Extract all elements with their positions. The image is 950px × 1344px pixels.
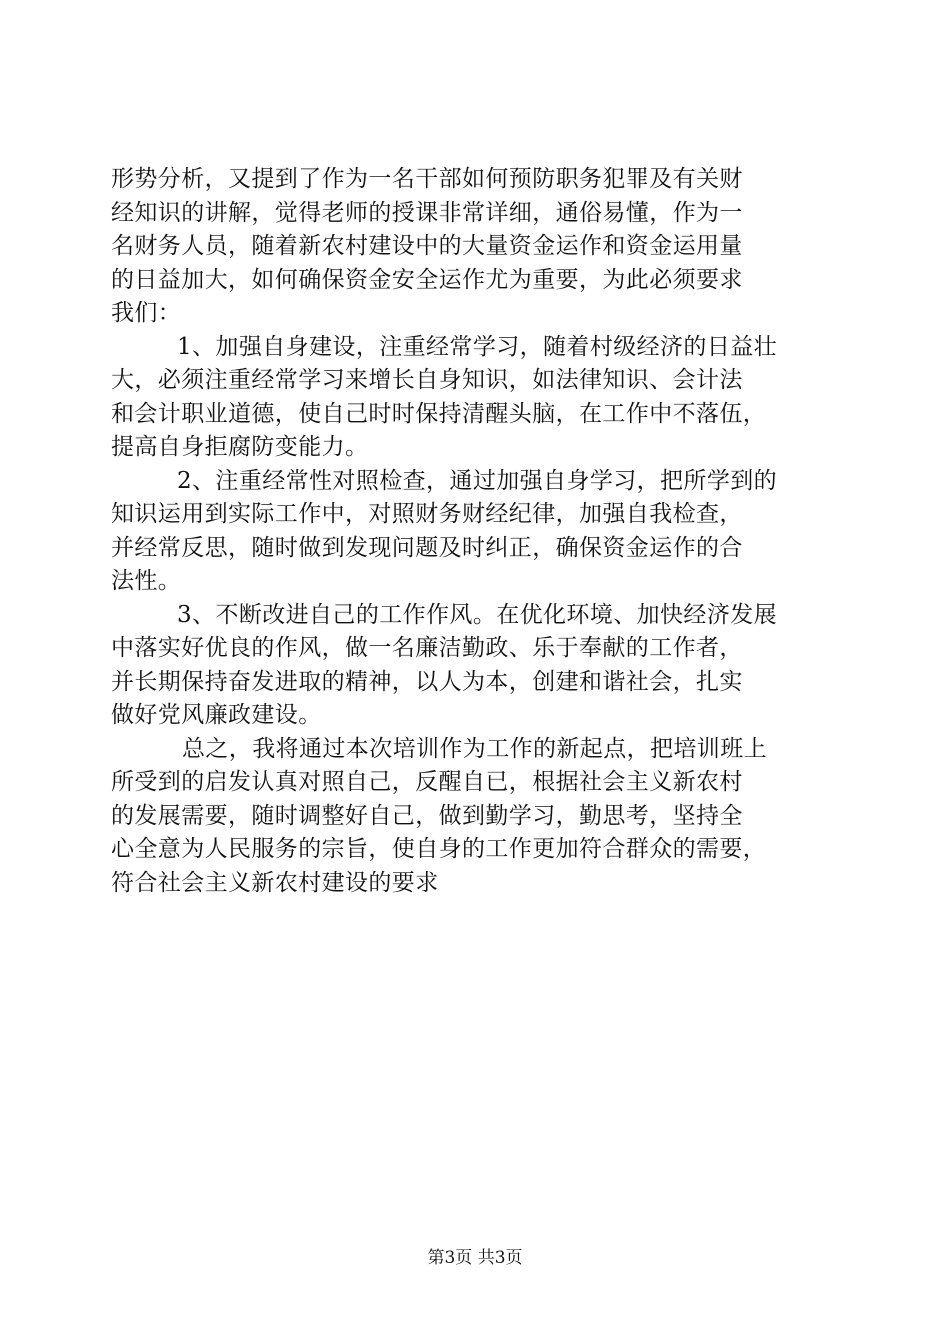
text-line: 大，必须注重经常学习来增长自身知识，如法律知识、会计法	[111, 367, 743, 393]
paragraph-start-line: 2、注重经常性对照检查，通过加强自身学习，把所学到的	[177, 467, 778, 494]
text-line: 并经常反思，随时做到发现问题及时纠正，确保资金运作的合	[111, 534, 743, 561]
document-body	[111, 163, 846, 900]
paragraph-start-line: 总之，我将通过本次培训作为工作的新起点，把培训班上	[182, 735, 767, 762]
text-line: 我们：	[111, 300, 182, 326]
text-line: 的日益加大，如何确保资金安全运作尤为重要，为此必须要求	[111, 266, 743, 293]
text-line: 心全意为人民服务的宗旨，使自身的工作更加符合群众的需要，	[111, 836, 767, 862]
text-line: 提高自身拒腐防变能力。	[111, 434, 369, 460]
text-line: 并长期保持奋发进取的精神，以人为本，创建和谐社会，扎实	[111, 668, 743, 695]
text-line: 经知识的讲解，觉得老师的授课非常详细，通俗易懂，作为一	[111, 199, 743, 226]
text-line: 的发展需要，随时调整好自己，做到勤学习，勤思考，坚持全	[111, 802, 743, 829]
text-line: 形势分析，又提到了作为一名干部如何预防职务犯罪及有关财	[111, 166, 743, 192]
text-line: 做好党风廉政建设。	[111, 702, 322, 728]
text-line: 名财务人员，随着新农村建设中的大量资金运作和资金运用量	[111, 233, 743, 259]
paragraph-start-line: 3、不断改进自己的工作作风。在优化环境、加快经济发展	[177, 601, 778, 628]
page-number: 第3页 共3页	[427, 1248, 523, 1268]
paragraph-start-line: 1、加强自身建设，注重经常学习，随着村级经济的日益壮	[177, 333, 778, 360]
page-footer	[0, 1243, 950, 1268]
text-line: 和会计职业道德，使自己时时保持清醒头脑，在工作中不落伍，	[111, 400, 767, 427]
text-line: 知识运用到实际工作中，对照财务财经纪律，加强自我检查，	[111, 501, 743, 527]
text-line: 符合社会主义新农村建设的要求	[111, 869, 439, 896]
text-line: 所受到的启发认真对照自己，反醒自已，根据社会主义新农村	[111, 769, 743, 795]
text-line: 法性。	[111, 568, 182, 594]
text-line: 中落实好优良的作风，做一名廉洁勤政、乐于奉献的工作者，	[111, 635, 743, 661]
